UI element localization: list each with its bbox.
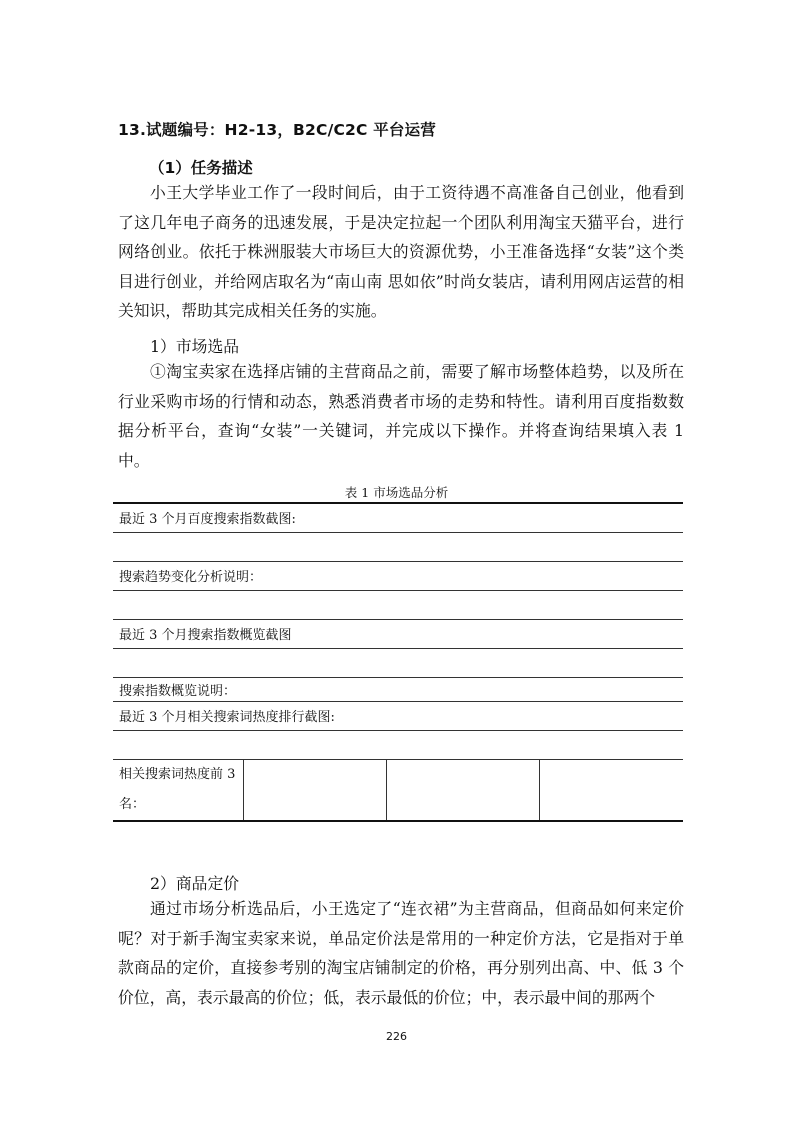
table-cell-empty [113,590,683,619]
table-row [113,590,683,619]
table-cell-related-terms-screenshot: 最近 3 个月相关搜索词热度排行截图: [113,701,683,730]
table-cell-index-overview-screenshot: 最近 3 个月搜索指数概览截图 [113,619,683,648]
table-cell-empty [113,648,683,677]
intro-paragraph: 小王大学毕业工作了一段时间后，由于工资待遇不高准备自己创业，他看到了这几年电子商务的迅速发展，于是决定拉起一个团队利用淘宝天猫平台，进行网络创业。依托于株洲服装大市场巨大的资源优势，小王准备选择“女装”这个类目进行创业，并给网店取名为“南山南 思如依”时尚女装店，请利用网店运营的相关知识，帮助其完成相关任务的实施。 [118,183,684,320]
question-heading: 13.试题编号：H2-13，B2C/C2C 平台运营 [118,121,436,139]
market-selection-paragraph: ①淘宝卖家在选择店铺的主营商品之前，需要了解市场整体趋势，以及所在行业采购市场的行情和动态，熟悉消费者市场的走势和特性。请利用百度指数数据分析平台，查询“女装”一关键词，并完成以下操作。并将查询结果填入表 1 中。 [118,362,684,470]
table-row [113,701,683,730]
task-description-heading: （1）任务描述 [149,159,253,177]
table-cell-baidu-index-screenshot: 最近 3 个月百度搜索指数截图: [113,503,683,532]
table-row [113,677,683,701]
section-pricing-title: 2）商品定价 [150,874,240,893]
table-row [113,730,683,759]
table-cell-top3-label: 相关搜索词热度前 3 名： [113,759,244,821]
table-cell-empty [387,759,540,821]
table-row [113,561,683,590]
table-cell-trend-analysis: 搜索趋势变化分析说明： [113,561,683,590]
pricing-paragraph: 通过市场分析选品后，小王选定了“连衣裙”为主营商品，但商品如何来定价呢？对于新手淘宝卖家来说，单品定价法是常用的一种定价方法，它是指对于单款商品的定价，直接参考别的淘宝店铺制定的价格，再分别列出高、中、低 3 个价位，高，表示最高的价位；低，表示最低的价位；中，表示最中间的那两个 [118,899,684,1007]
table-row [113,648,683,677]
table-cell-empty [244,759,387,821]
table-cell-empty [540,759,684,821]
table-cell-empty [113,730,683,759]
table-caption: 表 1 市场选品分析 [344,485,449,500]
table-row [113,619,683,648]
section-market-selection-title: 1）市场选品 [150,337,240,356]
table-cell-index-overview-note: 搜索指数概览说明： [113,677,683,701]
table-cell-empty [113,532,683,561]
market-selection-table [113,502,683,822]
table-row [113,532,683,561]
table-row [113,503,683,532]
table-row [113,759,683,821]
page-number: 226 [386,1030,407,1043]
